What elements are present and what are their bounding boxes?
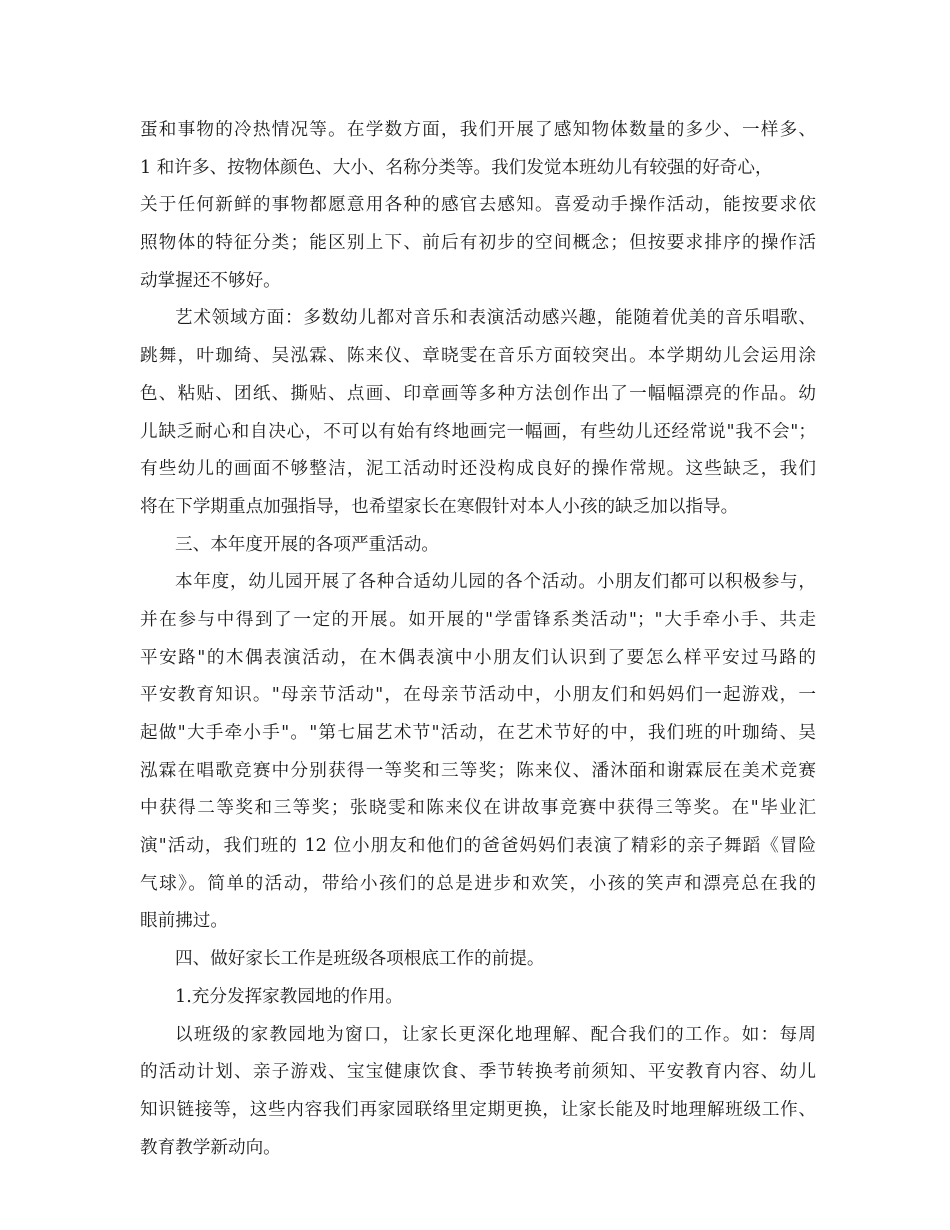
text-line: 四、做好家长工作是班级各项根底工作的前提。 (175, 949, 545, 970)
text-line: 关于任何新鲜的事物都愿意用各种的感官去感知。喜爱动手操作活动，能按要求依 (140, 195, 816, 216)
text-line: 眼前拂过。 (140, 911, 228, 932)
text-line: 三、本年度开展的各项严重活动。 (175, 534, 439, 555)
text-line: 气球》。简单的活动，带给小孩们的总是进步和欢笑，小孩的笑声和漂亮总在我的 (140, 873, 816, 894)
text-line: 知识链接等，这些内容我们再家园联络里定期更换，让家长能及时地理解班级工作、 (140, 1099, 816, 1120)
text-line: 并在参与中得到了一定的开展。如开展的"学雷锋系类活动"；"大手牵小手、共走 (140, 609, 816, 630)
text-line: 平安路"的木偶表演活动，在木偶表演中小朋友们认识到了要怎么样平安过马路的 (140, 647, 816, 668)
text-line: 的活动计划、亲子游戏、宝宝健康饮食、季节转换考前须知、平安教育内容、幼儿 (140, 1062, 816, 1083)
document-body (140, 112, 816, 1167)
text-line: 演"活动，我们班的 12 位小朋友和他们的爸爸妈妈们表演了精彩的亲子舞蹈《冒险 (140, 836, 816, 857)
text-line: 起做"大手牵小手"。"第七届艺术节"活动，在艺术节好的中，我们班的叶珈绮、吴 (140, 723, 816, 743)
text-line: 有些幼儿的画面不够整洁，泥工活动时还没构成良好的操作常规。这些缺乏，我们 (140, 459, 816, 480)
text-line: 教育教学新动向。 (140, 1137, 281, 1158)
text-line: 跳舞，叶珈绮、吴泓霖、陈来仪、章晓雯在音乐方面较突出。本学期幼儿会运用涂 (140, 346, 816, 367)
text-line: 平安教育知识。"母亲节活动"，在母亲节活动中，小朋友们和妈妈们一起游戏，一 (140, 685, 816, 706)
text-line: 以班级的家教园地为窗口，让家长更深化地理解、配合我们的工作。如：每周 (175, 1024, 816, 1045)
text-line: 蛋和事物的冷热情况等。在学数方面，我们开展了感知物体数量的多少、一样多、 (140, 120, 816, 140)
text-line: 泓霖在唱歌竞赛中分别获得一等奖和三等奖；陈来仪、潘沐皕和谢霖辰在美术竞赛 (140, 760, 816, 781)
text-line: 动掌握还不够好。 (140, 270, 281, 291)
text-line: 照物体的特征分类；能区别上下、前后有初步的空间概念；但按要求排序的操作活 (140, 233, 816, 254)
text-line: 本年度，幼儿园开展了各种合适幼儿园的各个活动。小朋友们都可以积极参与， (175, 572, 816, 593)
text-line: 1 和许多、按物体颜色、大小、名称分类等。我们发觉本班幼儿有较强的好奇心， (140, 157, 773, 178)
text-line: 中获得二等奖和三等奖；张晓雯和陈来仪在讲故事竞赛中获得三等奖。在"毕业汇 (140, 798, 816, 819)
text-line: 将在下学期重点加强指导，也希望家长在寒假针对本人小孩的缺乏加以指导。 (140, 496, 739, 517)
text-line: 色、粘贴、团纸、撕贴、点画、印章画等多种方法创作出了一幅幅漂亮的作品。幼 (140, 383, 816, 404)
text-line: 1.充分发挥家教园地的作用。 (175, 986, 403, 1007)
text-line: 儿缺乏耐心和自决心，不可以有始有终地画完一幅画，有些幼儿还经常说"我不会"； (140, 421, 816, 442)
text-line: 艺术领域方面：多数幼儿都对音乐和表演活动感兴趣，能随着优美的音乐唱歌、 (175, 308, 816, 329)
